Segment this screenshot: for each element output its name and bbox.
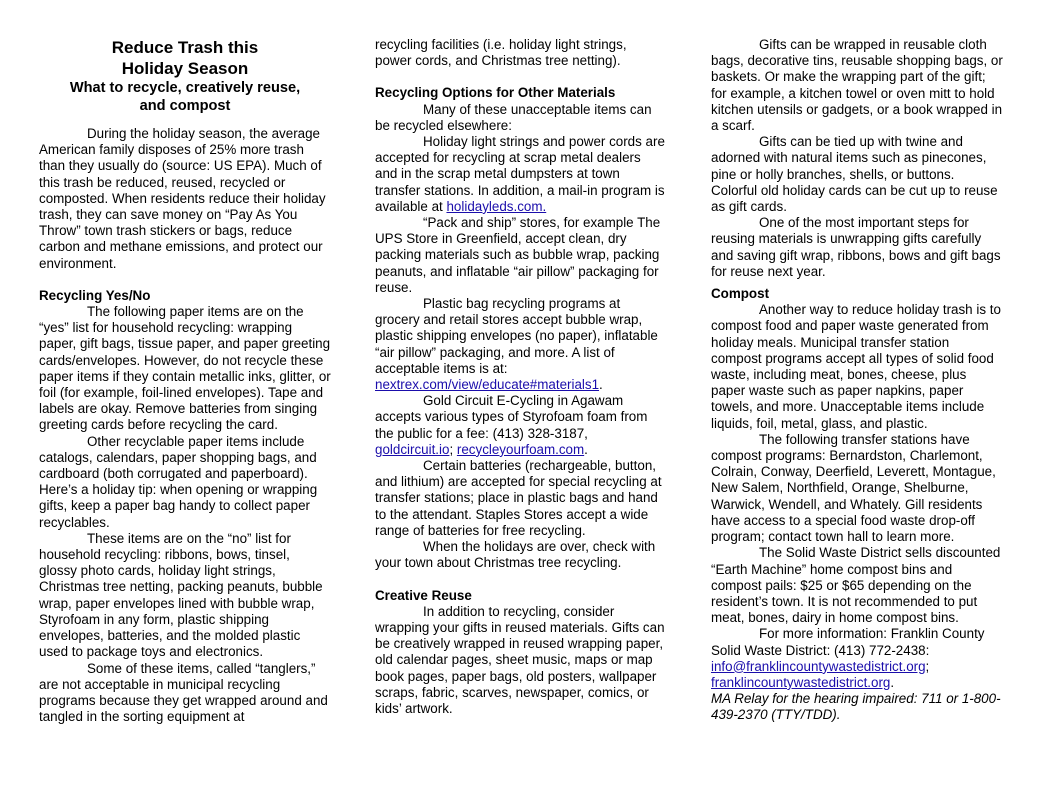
nextrex-link[interactable]: nextrex.com/view/educate#materials1: [375, 377, 600, 393]
paragraph: When the holidays are over, check with your town about Christmas tree recycling.: [375, 539, 656, 571]
paragraph: The following transfer stations have compost programs: Bernardston, Charlemont, Colrain, Conway, Deerfield, Leverett, Montague, New Salem, Northfield, Orange, Shelburne, Warwick, Wendell, and Whately. Gill residents have access to a special food waste drop-off program; contact town hall to learn more.: [711, 431, 996, 545]
paragraph: Some of these items, called “tanglers,” are not acceptable in municipal recycling programs because they get wrapped around and tangled in the sorting equipment at: [39, 660, 328, 725]
page-subtitle: What to recycle, creatively reuse, and compost: [69, 80, 301, 114]
paragraph: Plastic bag recycling programs at grocery and retail stores accept bubble wrap, plastic shipping envelopes (no paper), inflatable “air pillow” packaging, and more. A list of acceptable items is at: nextrex.com/view/educate#materials1.: [375, 296, 658, 393]
recycleyourfoam-link[interactable]: recycleyourfoam.com: [456, 441, 585, 457]
intro-paragraph: During the holiday season, the average American family disposes of 25% more trash than they usually do (source: US EPA). Much of this trash be reduced, reused, recycled or composted. When residents reduce their holiday trash, they can save money on “Pay As You Throw” town trash stickers or bags, reduce carbon and methane emissions, and protect our environment.: [39, 126, 326, 271]
holidayleds-link[interactable]: holidayleds.com.: [446, 198, 547, 214]
paragraph: Certain batteries (rechargeable, button, and lithium) are accepted for special recycling at transfer stations; place in plastic bags and hand to the attendant. Staples Stores accept a wide range of batteries for free recycling.: [375, 458, 662, 538]
email-link[interactable]: info@franklincountywastedistrict.org: [711, 658, 926, 674]
paragraph: One of the most important steps for reusing materials is unwrapping gifts carefully and saving gift wrap, ribbons, bows and gift bags for reuse next year.: [711, 215, 1001, 279]
paragraph: These items are on the “no” list for household recycling: ribbons, bows, tinsel, glossy photo cards, holiday light strings, Christmas tree netting, packing peanuts, bubble wrap, paper envelopes lined with bubble wrap, Styrofoam in any form, plastic shipping envelopes, batteries, and the molded plastic used to package toys and electronics.: [39, 530, 323, 660]
paragraph: In addition to recycling, consider wrapping your gifts in reused materials. Gifts can be creatively wrapped in reused wrapping paper, old calendar pages, sheet music, maps or map book pages, paper bags, old posters, wallpaper scraps, fabric, scarves, newspaper, comics, or kids’ artwork.: [375, 603, 665, 716]
compost-heading: Compost: [711, 286, 770, 302]
website-link[interactable]: franklincountywastedistrict.org: [711, 674, 891, 690]
paragraph: Other recyclable paper items include catalogs, calendars, paper shopping bags, and cardboard (both corrugated and paperboard). Here’s a holiday tip: when opening or wrapping gifts, keep a paper bag handy to collect paper recyclables.: [39, 433, 318, 530]
paragraph: recycling facilities (i.e. holiday light strings, power cords, and Christmas tree netting).: [375, 37, 627, 69]
page-title: Reduce Trash this Holiday Season: [111, 38, 259, 78]
recycling-heading: Recycling Yes/No: [39, 287, 151, 303]
paragraph: Many of these unacceptable items can be recycled elsewhere:: [375, 101, 652, 133]
column-2: [375, 37, 665, 717]
column-1: [39, 37, 331, 725]
paragraph: Gifts can be wrapped in reusable cloth bags, decorative tins, reusable shopping bags, or baskets. Or make the wrapping part of the gift; for example, a kitchen towel or oven mitt to hold kitchen utensils or gadgets, or a book wrapped in a scarf.: [711, 37, 1003, 134]
paragraph: Gifts can be tied up with twine and adorned with natural items such as pinecones, pine or holly branches, shells, or buttons. Colorful old holiday cards can be cut up to reuse as gift cards.: [711, 134, 998, 215]
paragraph: For more information: Franklin County Solid Waste District: (413) 772-2438: info@franklincountywastedistrict.org; franklincountywastedistrict.org.: [711, 626, 985, 690]
other-materials-heading: Recycling Options for Other Materials: [375, 85, 616, 101]
paragraph: The Solid Waste District sells discounted “Earth Machine” home compost bins and compost pails: $25 or $65 depending on the resident’s town. It is not recommended to put meat, bones, dairy in home compost bins.: [711, 545, 1001, 626]
paragraph: Holiday light strings and power cords are accepted for recycling at scrap metal dealers and in the scrap metal dumpsters at town transfer stations. In addition, a mail-in program is available at holidayleds.com.: [375, 134, 665, 214]
creative-reuse-heading: Creative Reuse: [375, 587, 472, 603]
paragraph: “Pack and ship” stores, for example The UPS Store in Greenfield, accept clean, dry packing materials such as bubble wrap, packing peanuts, and inflatable “air pillow” packaging for reuse.: [375, 215, 661, 295]
column-3: [711, 37, 1003, 724]
goldcircuit-link[interactable]: goldcircuit.io: [375, 441, 450, 457]
paragraph: Another way to reduce holiday trash is to compost food and paper waste generated from holiday meals. Municipal transfer station compost programs accept all types of solid food waste, including meat, bones, cheese, plus paper waste such as paper napkins, paper towels, and more. Unacceptable items include liquids, foil, metal, glass, and plastic.: [711, 302, 1001, 431]
relay-note: MA Relay for the hearing impaired: 711 or 1-800-439-2370 (TTY/TDD).: [711, 691, 1001, 723]
paragraph: The following paper items are on the “yes” list for household recycling: wrapping paper, gift bags, tissue paper, and paper greeting cards/envelopes. However, do not recycle these paper items if they contain metallic inks, glitter, or foil (for example, foil-lined envelopes). Tape and labels are okay. Remove batteries from singing greeting cards before recycling the card.: [39, 304, 331, 433]
paragraph: Gold Circuit E-Cycling in Agawam accepts various types of Styrofoam foam from the public for a fee: (413) 328-3187, goldcircuit.io; recycleyourfoam.com.: [375, 393, 648, 457]
